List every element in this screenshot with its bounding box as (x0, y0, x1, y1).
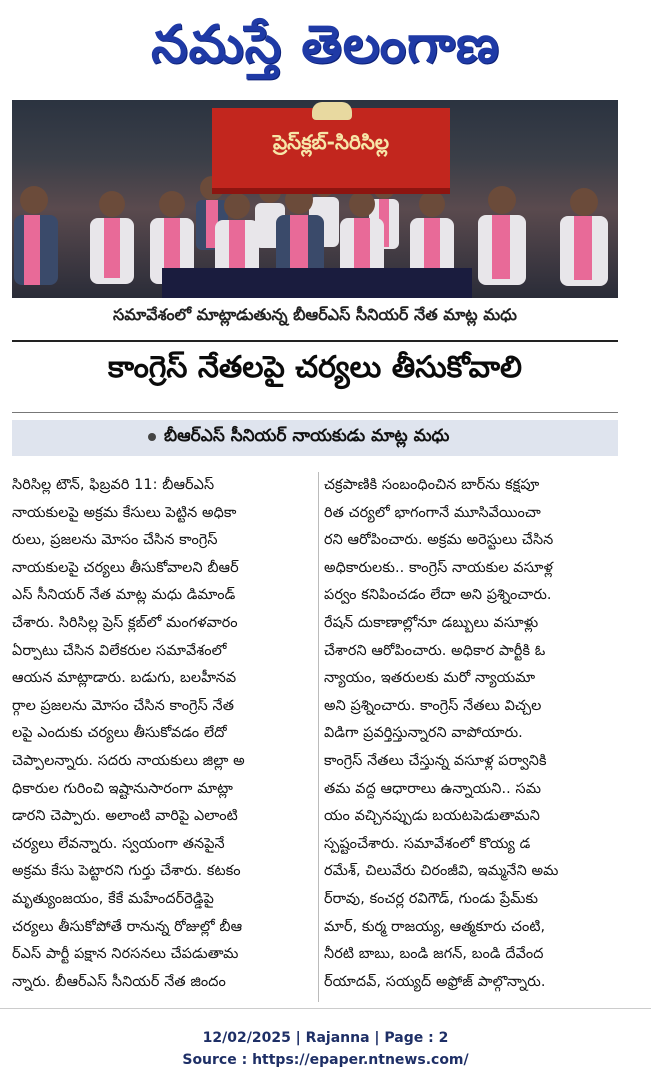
masthead (0, 6, 651, 84)
article-line: చర్యలు తీసుకోపోతే రానున్న రోజుల్లో బీఆ (12, 918, 243, 935)
article-column-right (324, 472, 618, 1002)
article-line: మార్, కుర్మ రాజయ్య, ఆత్మకూరు చంటి, (324, 918, 546, 935)
article-line: ధికారుల గురించి ఇష్టానుసారంగా మాట్లా (12, 780, 233, 797)
press-club-banner (212, 108, 450, 194)
article-line: సిరిసిల్ల టౌన్, ఫిబ్రవరి 11: బీఆర్‌ఎస్ (12, 477, 215, 493)
article-line: లపై ఎందుకు చర్యలు తీసుకోవడం లేదో (12, 725, 227, 742)
table-cloth (162, 268, 472, 298)
banner-emblem-icon (312, 102, 352, 120)
article-line: డారని చెప్పారు. అలాంటి వారిపై ఎలాంటి (12, 808, 238, 825)
photo-caption: సమావేశంలో మాట్లాడుతున్న బీఆర్‌ఎస్ సీనియర్ నేత మాట్ల మధు (113, 305, 517, 324)
article-line: చేశారు. సిరిసిల్ల ప్రెస్ క్లబ్‌లో మంగళవారం (12, 614, 238, 631)
article-line: రేషన్ దుకాణాల్లోనూ డబ్బులు వసూళ్లు (324, 614, 539, 631)
subheadline-box (12, 420, 618, 456)
article-line: చేశారని ఆరోపించారు. అధికార పార్టీకి ఓ (324, 642, 546, 659)
article-line: తమ వద్ద ఆధారాలు ఉన్నాయని.. సమ (324, 780, 542, 797)
article-line: రులు, ప్రజలను మోసం చేసిన కాంగ్రెస్ (12, 532, 218, 549)
article-line: చర్యలు లేవన్నారు. స్వయంగా తనపైనే (12, 835, 225, 852)
article-line: ర్‌ఎస్ పార్టీ పక్షాన నిరసనలు చేపడుతామ (12, 946, 239, 963)
article-line: ఎస్ సీనియర్ నేత మాట్ల మధు డిమాండ్ (12, 587, 236, 604)
article-line: పర్వం కనిపించడం లేదా అని ప్రశ్నించారు. (324, 587, 552, 604)
article-line: స్పష్టంచేశారు. సమావేశంలో కొయ్య డ (324, 835, 531, 852)
article-line: చెప్పాలన్నారు. సదరు నాయకులు జిల్లా అ (12, 752, 245, 769)
column-divider (318, 472, 319, 1002)
article-line: కాంగ్రెస్ నేతలు చేస్తున్న వసూళ్ల పర్వానికి (324, 752, 547, 769)
footer-source-line: Source : https://epaper.ntnews.com/ (182, 1052, 469, 1068)
masthead-title: నమస్తే తెలంగాణ (151, 14, 500, 75)
article-line: ర్‌రావు, కంచర్ల రవిగౌడ్, గుండు ప్రేమ్‌కు (324, 890, 539, 907)
bullet-icon (148, 433, 156, 441)
headline: కాంగ్రెస్ నేతలపై చర్యలు తీసుకోవాలి (107, 350, 523, 385)
article-line: ఆయన మాట్లాడారు. బడుగు, బలహీనవ (12, 670, 237, 687)
article-line: అక్రమ కేసు పెట్టారని గుర్తు చేశారు. కటకం (12, 863, 241, 880)
banner-text: ప్రెస్‌క్లబ్-సిరిసిల్ల (272, 130, 390, 154)
subheadline: బీఆర్‌ఎస్ సీనియర్ నాయకుడు మాట్ల మధు (164, 426, 450, 446)
article-line: యం వచ్చినప్పుడు బయటపెడుతామని (324, 808, 540, 825)
article-line: ర్‌యాదవ్, సయ్యద్ అఫ్రోజ్ పాల్గొన్నారు. (324, 973, 546, 990)
article-line: నాయకులపై చర్యలు తీసుకోవాలని బీఆర్ (12, 559, 239, 576)
article-line: ఏర్పాటు చేసిన విలేకరుల సమావేశంలో (12, 642, 227, 659)
article-line: అధికారులకు.. కాంగ్రెస్ నాయకుల వసూళ్ల (324, 559, 553, 576)
article-line: రమేశ్, చిలువేరు చిరంజీవి, ఇమ్మనేని అమ (324, 863, 559, 880)
article-column-left (12, 472, 306, 1002)
article-line: మృత్యుంజయం, కేకే మహేందర్‌రెడ్డిపై (12, 890, 215, 907)
footer-date-line: 12/02/2025 | Rajanna | Page : 2 (202, 1030, 449, 1046)
article-line: ర్గాల ప్రజలను మోసం చేసిన కాంగ్రెస్ నేత (12, 697, 235, 714)
article-line: రిత చర్యలో భాగంగానే మూసివేయించా (324, 504, 541, 521)
headline-top-rule (12, 340, 618, 342)
article-line: అని ప్రశ్నించారు. కాంగ్రెస్ నేతలు విచ్చల (324, 697, 542, 714)
footer-rule (0, 1008, 651, 1009)
article-line: నీరటి బాబు, బండి జగన్, బండి దేవేంద (324, 946, 544, 963)
news-photo (12, 100, 618, 298)
headline-bottom-rule (12, 412, 618, 413)
article-line: విడిగా ప్రవర్తిస్తున్నారని వాపోయారు. (324, 725, 523, 742)
article-line: రని ఆరోపించారు. అక్రమ అరెస్టులు చేసిన (324, 532, 554, 549)
article-line: న్నారు. బీఆర్‌ఎస్ సీనియర్ నేత జిందం (12, 973, 226, 990)
article-line: చక్రపాణికి సంబంధించిన బార్‌ను కక్షపూ (324, 477, 540, 493)
article-line: నాయకులపై అక్రమ కేసులు పెట్టిన అధికా (12, 504, 237, 521)
article-line: న్యాయం, ఇతరులకు మరో న్యాయమా (324, 670, 536, 687)
